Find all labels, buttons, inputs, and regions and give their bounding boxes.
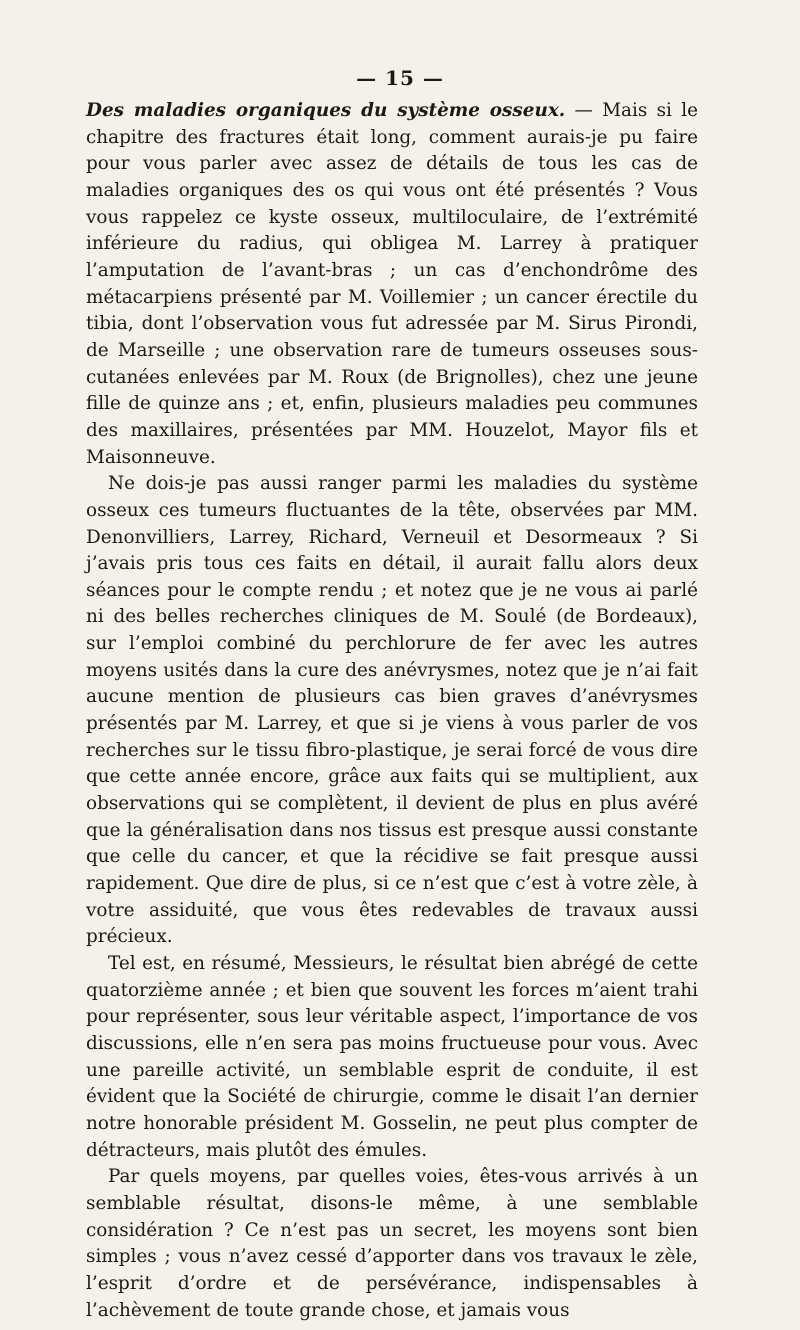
paragraph-text: — Mais si le chapitre des fractures était long, comment aurais-je pu faire pour vous parler avec assez de détails de tous les cas de maladies organiques des os qui vous ont été présentés ? Vous vous rappelez ce kyste osseux, multiloculaire, de l’extrémité inférieure du radius, qui obligea M. Larrey à pratiquer l’amputation de l’avant-bras ; un cas d’enchondrôme des métacarpiens présenté par M. Voillemier ; un cancer érectile du tibia, dont l’observation vous fut adressée par M. Sirus Pirondi, de Marseille ; une observation rare de tumeurs osseuses sous-cutanées enlevées par M. Roux (de Brignolles), chez une jeune fille de quinze ans ; et, enfin, plusieurs maladies peu communes des maxillaires, présentées par MM. Houzelot, Mayor fils et Maisonneuve. — [86, 100, 698, 468]
paragraph-tumeurs-fluctuantes: Ne dois-je pas aussi ranger parmi les maladies du système osseux ces tumeurs fluctuantes de la tête, observées par MM. Denonvilliers, Larrey, Richard, Verneuil et Desormeaux ? Si j’avais pris tous ces faits en détail, il aurait fallu alors deux séances pour le compte rendu ; et notez que je ne vous ai parlé ni des belles recherches cliniques de M. Soulé (de Bordeaux), sur l’emploi combiné du perchlorure de fer avec les autres moyens usités dans la cure des anévrysmes, notez que je n’ai fait aucune mention de plusieurs cas bien graves d’anévrysmes présentés par M. Larrey, et que si je viens à vous parler de vos recherches sur le tissu fibro-plastique, je serai forcé de vous dire que cette année encore, grâce aux faits qui se multiplient, aux observations qui se complètent, il devient de plus en plus avéré que la généralisation dans nos tissus est presque aussi constante que celle du cancer, et que la récidive se fait presque aussi rapidement. Que dire de plus, si ce n’est que c’est à votre zèle, à votre assiduité, que vous êtes redevables de travaux aussi précieux. — [86, 473, 698, 948]
page-number: — 15 — — [356, 66, 444, 90]
body-text — [86, 98, 698, 1324]
paragraph-resume: Tel est, en résumé, Messieurs, le résultat bien abrégé de cette quatorzième année ; et bien que souvent les forces m’aient trahi pour représenter, sous leur véritable aspect, l’importance de vos discussions, elle n’en sera pas moins fructueuse pour vous. Avec une pareille activité, un semblable esprit de conduite, il est évident que la Société de chirurgie, comme le disait l’an dernier notre honorable président M. Gosselin, ne peut plus compter de détracteurs, mais plutôt des émules. — [86, 953, 698, 1161]
paragraph-maladies-organiques — [86, 98, 698, 471]
paragraph-moyens: Par quels moyens, par quelles voies, êtes-vous arrivés à un semblable résultat, disons-le même, à une semblable considération ? Ce n’est pas un secret, les moyens sont bien simples ; vous n’avez cessé d’apporter dans vos travaux le zèle, l’esprit d’ordre et de persévérance, indispensables à l’achèvement de toute grande chose, et jamais vous — [86, 1166, 698, 1321]
section-heading: Des maladies organiques du système osseux. — [86, 100, 566, 121]
